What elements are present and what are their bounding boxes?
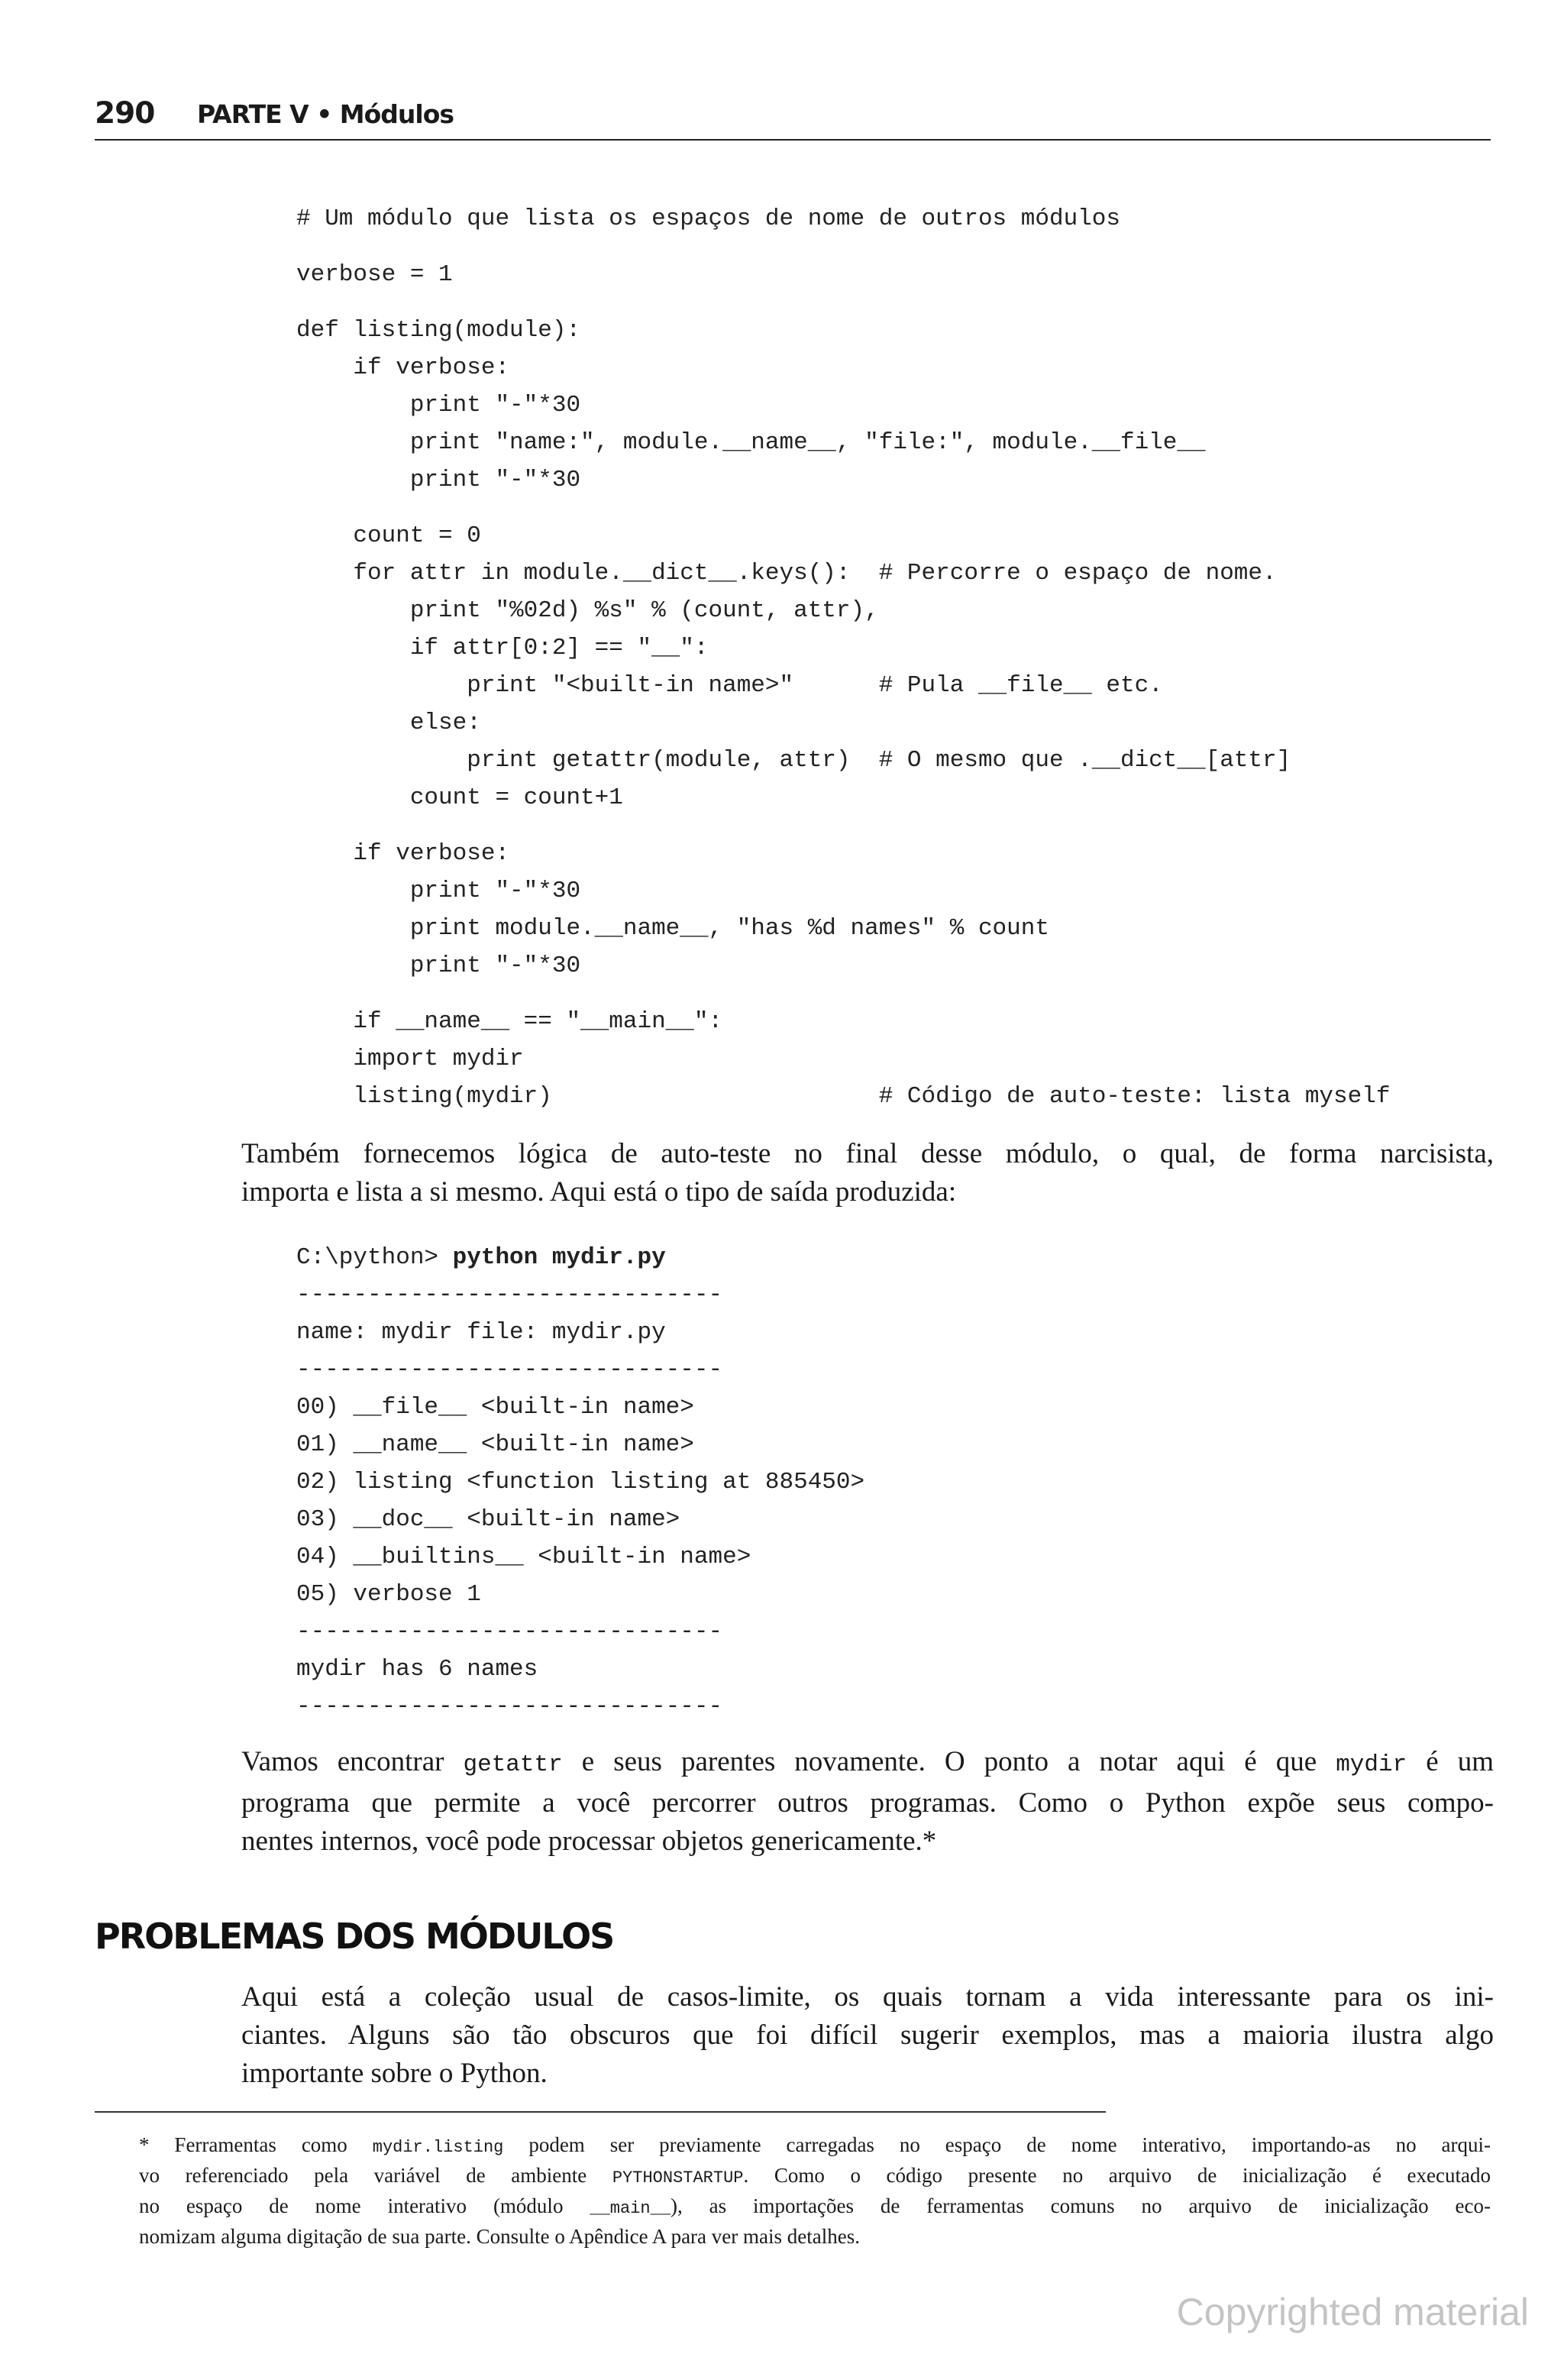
text-run: * Ferramentas como (139, 2133, 373, 2156)
page-number: 290 (95, 96, 155, 131)
paragraph-problems (241, 1978, 1494, 2093)
paragraph-line: importante sobre o Python. (241, 2058, 548, 2089)
paragraph-line (241, 1743, 1494, 1784)
code-line: print "-"*30 (296, 467, 581, 493)
code-line: count = 0 (296, 522, 481, 549)
inline-code: getattr (463, 1751, 563, 1778)
shell-command: python mydir.py (452, 1244, 666, 1271)
inline-code: mydir (1336, 1751, 1407, 1778)
code-line: import mydir (296, 1046, 524, 1072)
footnote-line (139, 2192, 1491, 2223)
footnote-line (139, 2131, 1491, 2162)
code-line: print module.__name__, "has %d names" % count (296, 915, 1049, 942)
command-line (296, 1239, 864, 1276)
output-line: 02) listing <function listing at 885450> (296, 1469, 865, 1496)
code-line: if attr[0:2] == "__": (296, 635, 709, 661)
code-line: if verbose: (296, 354, 510, 381)
paragraph-line: programa que permite a você percorrer outros programas. Como o Python expõe seus compo- (241, 1787, 1494, 1819)
blank-line (296, 238, 1390, 256)
paragraph-line: nentes internos, você pode processar objetos genericamente.* (241, 1825, 937, 1857)
blank-line (296, 817, 1390, 835)
blank-line (296, 985, 1390, 1003)
paragraph-line: Também fornecemos lógica de auto-teste no final desse módulo, o qual, de forma narcisista, (241, 1138, 1494, 1169)
code-line: else: (296, 710, 481, 736)
output-line: mydir has 6 names (296, 1656, 538, 1683)
paragraph-line: Aqui está a coleção usual de casos-limite, os quais tornam a vida interessante para os ini- (241, 1981, 1494, 2013)
text-run: . Como o código presente no arquivo de inicialização é executado (743, 2164, 1491, 2187)
output-line: 00) __file__ <built-in name> (296, 1394, 694, 1421)
code-listing (296, 200, 1390, 1115)
code-line: print "-"*30 (296, 392, 581, 419)
output-line: ------------------------------ (296, 1618, 723, 1645)
inline-code: __main__ (590, 2199, 671, 2218)
paragraph-line: ciantes. Alguns são tão obscuros que foi difícil sugerir exemplos, mas a maioria ilustra algo (241, 2019, 1494, 2051)
text-run: Vamos encontrar (241, 1746, 464, 1777)
footnote-rule (95, 2111, 1106, 2113)
output-line: 05) verbose 1 (296, 1581, 481, 1608)
paragraph-line: importa e lista a si mesmo. Aqui está o tipo de saída produzida: (241, 1176, 957, 1208)
code-line: print "<built-in name>" # Pula __file__ etc. (296, 672, 1163, 699)
text-run: podem ser previamente carregadas no espaço de nome interativo, importando-as no arqui- (503, 2133, 1491, 2156)
running-title: PARTE V • Módulos (197, 99, 454, 129)
code-line: count = count+1 (296, 784, 623, 811)
header-rule (95, 139, 1491, 141)
output-line: 04) __builtins__ <built-in name> (296, 1544, 751, 1570)
paragraph-self-test (241, 1135, 1494, 1211)
footnote (139, 2131, 1491, 2250)
output-line: ------------------------------ (296, 1357, 723, 1383)
code-line: print "-"*30 (296, 878, 581, 904)
output-line: ------------------------------ (296, 1693, 723, 1720)
code-line: print "-"*30 (296, 952, 581, 979)
inline-code: mydir.listing (372, 2138, 504, 2157)
blank-line (296, 293, 1390, 312)
code-line: # Um módulo que lista os espaços de nome de outros módulos (296, 205, 1120, 232)
code-line: if verbose: (296, 840, 510, 867)
section-heading: PROBLEMAS DOS MÓDULOS (95, 1916, 614, 1957)
shell-prompt: C:\python> (296, 1244, 453, 1271)
code-line: verbose = 1 (296, 261, 453, 288)
copyright-watermark: Copyrighted material (1176, 2291, 1529, 2333)
blank-line (296, 499, 1390, 517)
output-line: 01) __name__ <built-in name> (296, 1431, 694, 1458)
code-line: print "name:", module.__name__, "file:", module.__file__ (296, 429, 1206, 456)
output-line: name: mydir file: mydir.py (296, 1319, 666, 1346)
text-run: é um (1407, 1746, 1495, 1777)
output-listing (296, 1239, 864, 1725)
code-line: def listing(module): (296, 317, 581, 344)
footnote-line: nomizam alguma digitação de sua parte. Consulte o Apêndice A para ver mais detalhes. (139, 2225, 860, 2248)
code-line: print getattr(module, attr) # O mesmo que .__dict__[attr] (296, 747, 1291, 774)
code-line: listing(mydir) # Código de auto-teste: lista myself (296, 1083, 1391, 1110)
text-run: vo referenciado pela variável de ambiente (139, 2164, 612, 2187)
text-run: ), as importações de ferramentas comuns no arquivo de inicialização eco- (670, 2194, 1491, 2217)
inline-code: PYTHONSTARTUP (612, 2168, 744, 2188)
running-header (95, 96, 1491, 142)
paragraph-getattr (241, 1743, 1494, 1861)
footnote-line (139, 2162, 1491, 2192)
output-line: 03) __doc__ <built-in name> (296, 1506, 680, 1533)
code-line: print "%02d) %s" % (count, attr), (296, 597, 879, 624)
code-line: for attr in module.__dict__.keys(): # Percorre o espaço de nome. (296, 560, 1277, 587)
text-run: e seus parentes novamente. O ponto a notar aqui é que (562, 1746, 1336, 1777)
text-run: no espaço de nome interativo (módulo (139, 2194, 590, 2217)
output-line: ------------------------------ (296, 1282, 723, 1308)
code-line: if __name__ == "__main__": (296, 1008, 723, 1035)
